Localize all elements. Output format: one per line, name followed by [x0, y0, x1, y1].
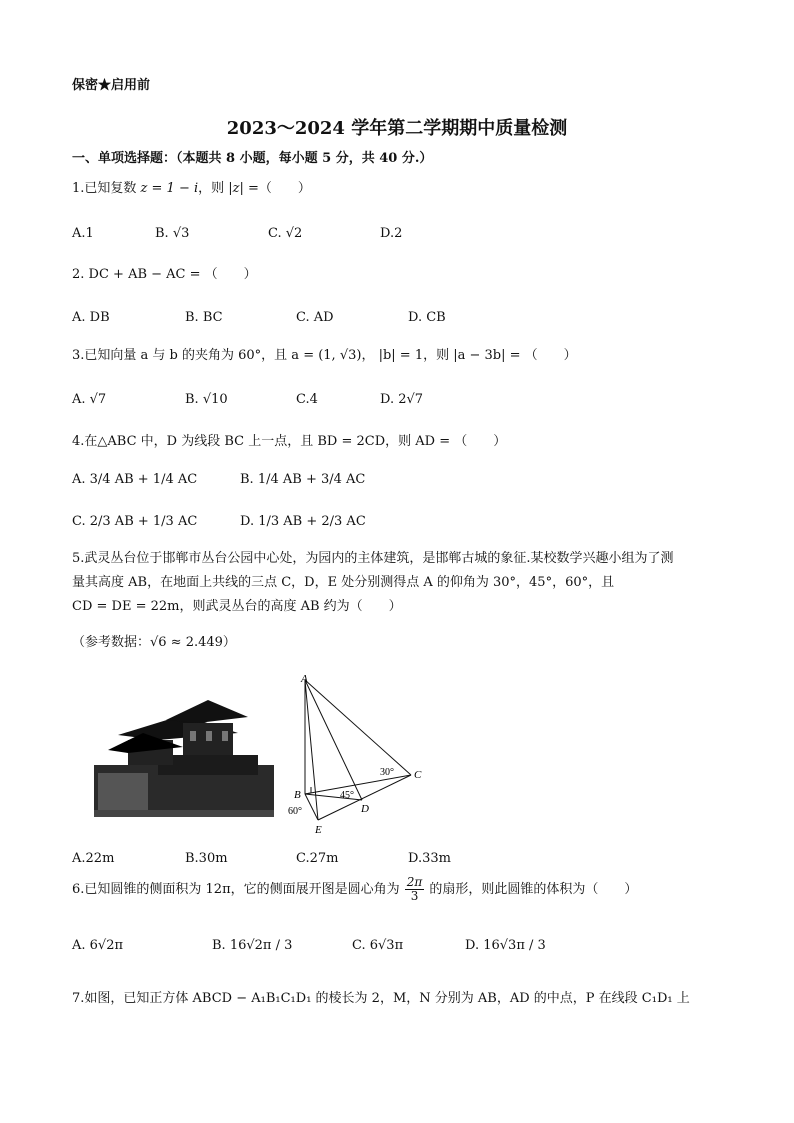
label-D: D [361, 803, 369, 815]
q5-option-b: B.30m [185, 851, 228, 866]
q6-option-c: C. 6√3π [352, 938, 404, 953]
q1-option-d: D.2 [380, 226, 403, 241]
angle-60: 60° [288, 806, 302, 817]
angle-30: 30° [380, 767, 394, 778]
angle-45: 45° [340, 790, 354, 801]
q6-option-d: D. 16√3π / 3 [465, 938, 546, 953]
q4-option-d: D. 1/3 AB + 2/3 AC [240, 514, 366, 529]
section-heading: 一、单项选择题：（本题共 8 小题，每小题 5 分，共 40 分.） [72, 151, 433, 166]
question-5-line-3: CD = DE = 22m，则武灵丛台的高度 AB 约为（ ） [72, 599, 402, 614]
q2-option-a: A. DB [72, 310, 110, 325]
q5-option-c: C.27m [296, 851, 339, 866]
question-5-line-2: 量其高度 AB，在地面上共线的三点 C，D，E 处分别测得点 A 的仰角为 30°，45°，60°，且 [72, 575, 615, 590]
question-4-stem: 4.在△ABC 中，D 为线段 BC 上一点，且 BD = 2CD，则 AD = （ ） [72, 434, 507, 449]
q4-option-c: C. 2/3 AB + 1/3 AC [72, 514, 198, 529]
question-3-stem: 3.已知向量 a 与 b 的夹角为 60°，且 a = (1, √3)， |b| = 1，则 |a − 3b| = （ ） [72, 348, 577, 363]
question-1-stem: 1.已知复数 z = 1 − i，则 |z| =（ ） [72, 181, 311, 196]
q5-option-d: D.33m [408, 851, 451, 866]
q3-option-c: C.4 [296, 392, 318, 407]
q2-option-d: D. CB [408, 310, 446, 325]
q6-option-a: A. 6√2π [72, 938, 124, 953]
q5-option-a: A.22m [72, 851, 115, 866]
tower-photo [88, 695, 278, 820]
question-6-stem: 6.已知圆锥的侧面积为 12π，它的侧面展开图是圆心角为 $\frac{2\pi}{3}$ 的扇形，则此圆锥的体积为（ ） [72, 875, 638, 903]
q6-option-b: B. 16√2π / 3 [212, 938, 293, 953]
label-B: B [294, 789, 301, 801]
q1-option-c: C. √2 [268, 226, 303, 241]
q3-option-d: D. 2√7 [380, 392, 424, 407]
question-5-line-1: 5.武灵丛台位于邯郸市丛台公园中心处，为园内的主体建筑，是邯郸古城的象征.某校数学兴趣小组为了测 [72, 551, 674, 566]
q3-option-a: A. √7 [72, 392, 107, 407]
elevation-diagram [283, 672, 423, 837]
q2-option-c: C. AD [296, 310, 334, 325]
confidential-label: 保密★启用前 [72, 78, 151, 93]
question-7-stem: 7.如图，已知正方体 ABCD − A₁B₁C₁D₁ 的棱长为 2，M，N 分别为 AB，AD 的中点，P 在线段 C₁D₁ 上 [72, 991, 690, 1006]
q1-option-b: B. √3 [155, 226, 190, 241]
question-2-stem: 2. DC + AB − AC = （ ） [72, 267, 257, 282]
q1-option-a: A.1 [72, 226, 94, 241]
q3-option-b: B. √10 [185, 392, 228, 407]
label-C: C [414, 769, 422, 781]
q2-option-b: B. BC [185, 310, 223, 325]
q4-option-a: A. 3/4 AB + 1/4 AC [72, 472, 198, 487]
label-A: A [301, 673, 308, 685]
page-title: 2023～2024 学年第二学期期中质量检测 [226, 118, 568, 139]
label-E: E [315, 824, 322, 836]
q4-option-b: B. 1/4 AB + 3/4 AC [240, 472, 366, 487]
reference-data: （参考数据：√6 ≈ 2.449） [72, 635, 236, 650]
